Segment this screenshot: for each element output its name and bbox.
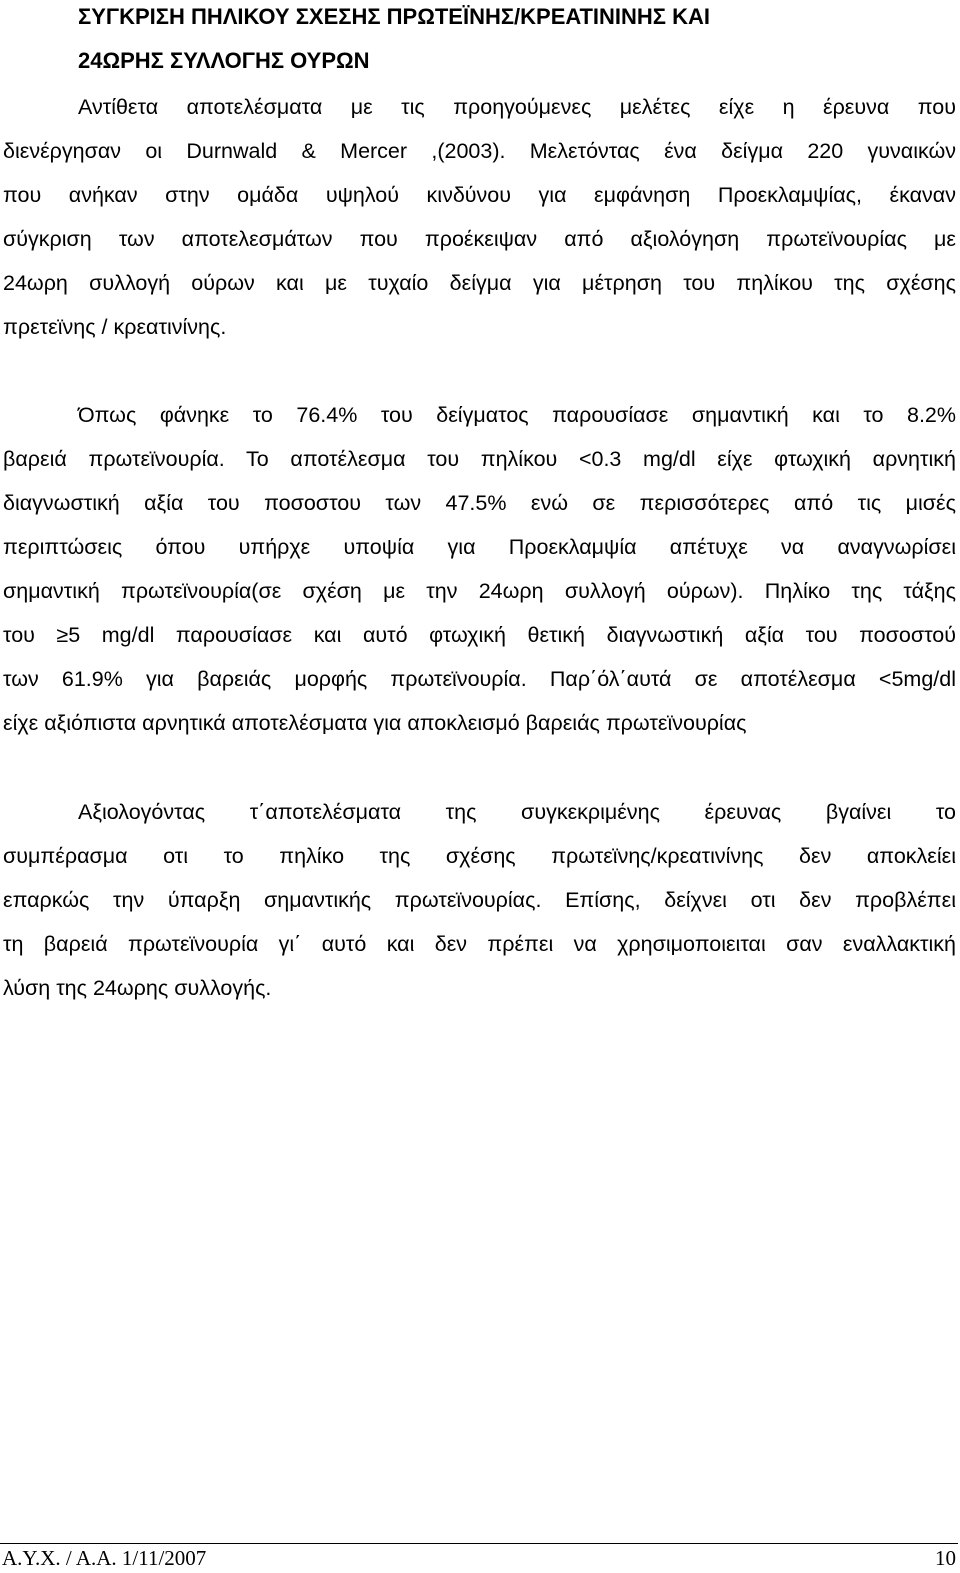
paragraph-line: είχε αξιόπιστα αρνητικά αποτελέσματα για αποκλεισμό βαρειάς πρωτεϊνουρίας bbox=[3, 711, 747, 735]
paragraph-line: λύση της 24ωρης συλλογής. bbox=[3, 976, 272, 1000]
heading-line: ΣΥΓΚΡΙΣΗ ΠΗΛΙΚΟΥ ΣΧΕΣΗΣ ΠΡΩΤΕΪΝΗΣ/ΚΡΕΑΤΙΝΙΝΗΣ ΚΑΙ bbox=[78, 4, 710, 29]
paragraph-line: Αξιολογόντας τ΄αποτελέσματα της συγκεκριμένης έρευνας βγαίνει το bbox=[78, 800, 956, 824]
paragraph-line: Αντίθετα αποτελέσματα με τις προηγούμενες μελέτες είχε η έρευνα που bbox=[78, 95, 956, 119]
paragraph-line: σύγκριση των αποτελεσμάτων που προέκειψαν από αξιολόγηση πρωτεϊνουρίας με bbox=[3, 227, 956, 251]
paragraph-line: τη βαρειά πρωτεϊνουρία γι΄ αυτό και δεν πρέπει να χρησιμοποιειται σαν εναλλακτική bbox=[3, 932, 956, 956]
paragraph-line: πρετεϊνης / κρεατινίνης. bbox=[3, 315, 227, 339]
paragraph-line: βαρειά πρωτεϊνουρία. Το αποτέλεσμα του πηλίκου <0.3 mg/dl είχε φτωχική αρνητική bbox=[3, 447, 956, 471]
footer-author-date: Α.Υ.Χ. / Α.Α. 1/11/2007 bbox=[2, 1546, 207, 1570]
paragraph-line: των 61.9% για βαρειάς μορφής πρωτεϊνουρία. Παρ΄όλ΄αυτά σε αποτέλεσμα <5mg/dl bbox=[3, 667, 956, 691]
paragraph-line: διενέργησαν οι Durnwald & Mercer ,(2003). Μελετόντας ένα δείγμα 220 γυναικών bbox=[3, 139, 956, 163]
paragraph-line: σημαντική πρωτεϊνουρία(σε σχέση με την 24ωρη συλλογή ούρων). Πηλίκο της τάξης bbox=[3, 579, 956, 603]
paragraph-line: 24ωρη συλλογή ούρων και με τυχαίο δείγμα για μέτρηση του πηλίκου της σχέσης bbox=[3, 271, 956, 295]
heading-line: 24ΩΡΗΣ ΣΥΛΛΟΓΗΣ ΟΥΡΩΝ bbox=[78, 48, 370, 73]
paragraph-line: του ≥5 mg/dl παρουσίασε και αυτό φτωχική θετική διαγνωστική αξία του ποσοστού bbox=[3, 623, 956, 647]
section-heading bbox=[78, 0, 938, 83]
paragraph-line: συμπέρασμα οτι το πηλίκο της σχέσης πρωτεϊνης/κρεατινίνης δεν αποκλείει bbox=[3, 844, 956, 868]
paragraph bbox=[3, 790, 956, 1010]
paragraph-line: επαρκώς την ύπαρξη σημαντικής πρωτεϊνουρίας. Επίσης, δείχνει οτι δεν προβλέπει bbox=[3, 888, 956, 912]
paragraph bbox=[3, 85, 956, 349]
paragraph-line: διαγνωστική αξία του ποσοστου των 47.5% ενώ σε περισσότερες από τις μισές bbox=[3, 491, 956, 515]
paragraph-line: Όπως φάνηκε το 76.4% του δείγματος παρουσίασε σημαντική και το 8.2% bbox=[78, 403, 956, 427]
paragraph bbox=[3, 393, 956, 745]
page-number: 10 bbox=[935, 1546, 956, 1570]
paragraph-line: που ανήκαν στην ομάδα υψηλού κινδύνου για εμφάνηση Προεκλαμψίας, έκαναν bbox=[3, 183, 956, 207]
page-footer bbox=[0, 1543, 958, 1573]
paragraph-line: περιπτώσεις όπου υπήρχε υποψία για Προεκλαμψία απέτυχε να αναγνωρίσει bbox=[3, 535, 956, 559]
